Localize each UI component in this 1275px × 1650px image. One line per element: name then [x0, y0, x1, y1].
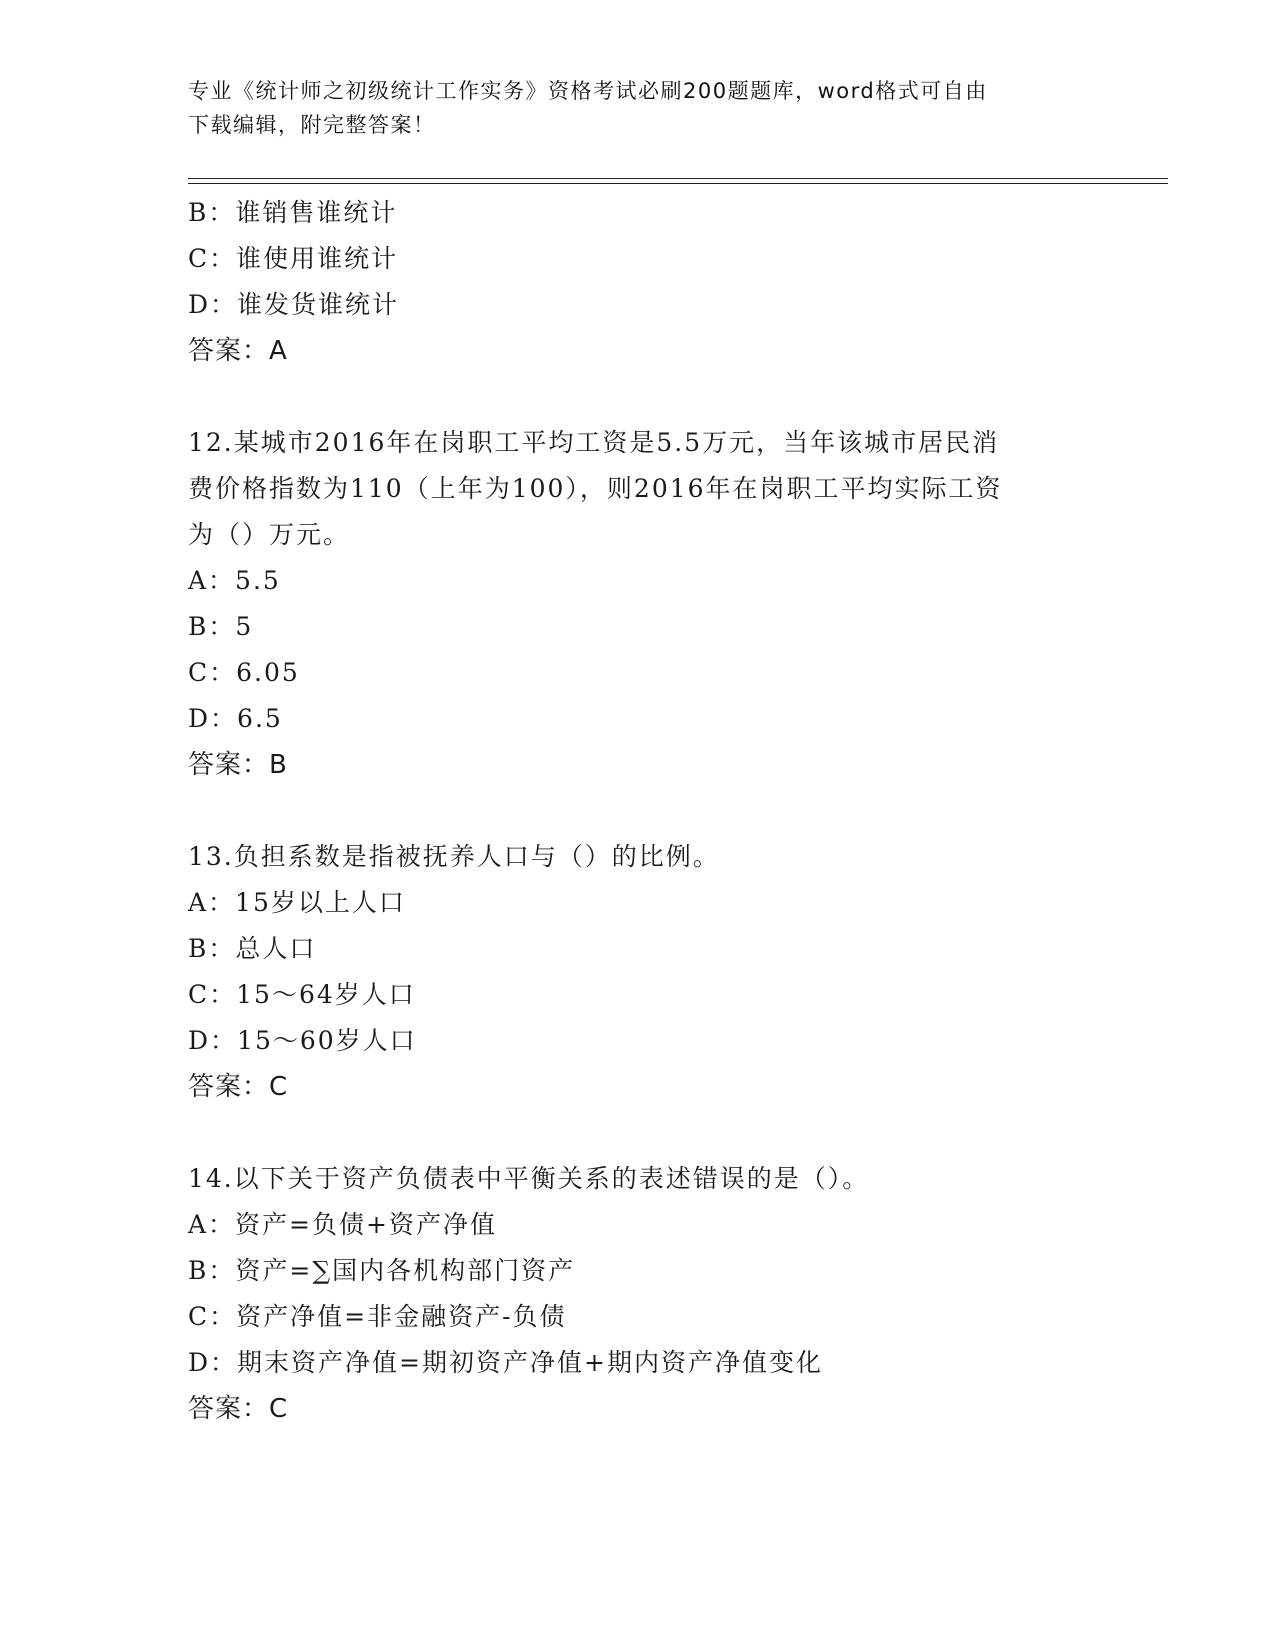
- header-divider-top: [188, 178, 1168, 179]
- question-13: [188, 834, 1088, 1110]
- option-c: C：6.05: [188, 658, 300, 687]
- spacer: [188, 1110, 1088, 1156]
- answer-line: 答案：B: [188, 750, 288, 780]
- option-d: D：期末资产净值=期初资产净值+期内资产净值变化: [188, 1348, 823, 1377]
- option-d: D：15～60岁人口: [188, 1026, 417, 1055]
- question-14: [188, 1156, 1088, 1432]
- option-c: C：谁使用谁统计: [188, 244, 399, 273]
- question-12: [188, 420, 1088, 788]
- answer-line: 答案：C: [188, 1072, 289, 1102]
- question-stem-line: 13.负担系数是指被抚养人口与（）的比例。: [188, 842, 720, 871]
- answer-line: 答案：C: [188, 1394, 289, 1424]
- question-stem-line: 12.某城市2016年在岗职工平均工资是5.5万元，当年该城市居民消: [188, 428, 1000, 457]
- header-line-2: 下载编辑，附完整答案！: [188, 113, 436, 137]
- header-line-1: 专业《统计师之初级统计工作实务》资格考试必刷200题题库，word格式可自由: [188, 79, 988, 103]
- option-b: B：资产=∑国内各机构部门资产: [188, 1256, 576, 1285]
- option-d: D：谁发货谁统计: [188, 290, 400, 319]
- question-content: [188, 190, 1088, 1432]
- option-b: B：5: [188, 612, 254, 641]
- spacer: [188, 374, 1088, 420]
- option-b: B：总人口: [188, 934, 317, 963]
- option-c: C：15～64岁人口: [188, 980, 416, 1009]
- option-a: A：5.5: [188, 566, 281, 595]
- document-header: [188, 74, 1088, 142]
- option-c: C：资产净值=非金融资产-负债: [188, 1302, 567, 1331]
- question-stem-line: 为（）万元。: [188, 520, 351, 549]
- spacer: [188, 788, 1088, 834]
- question-stem-line: 14.以下关于资产负债表中平衡关系的表述错误的是（）。: [188, 1164, 870, 1193]
- answer-line: 答案：A: [188, 336, 288, 366]
- question-stem-line: 费价格指数为110（上年为100），则2016年在岗职工平均实际工资: [188, 474, 1003, 503]
- header-divider-bottom: [188, 183, 1168, 184]
- option-b: B：谁销售谁统计: [188, 198, 398, 227]
- question-11-continued: [188, 190, 1088, 374]
- option-a: A：15岁以上人口: [188, 888, 406, 917]
- option-d: D：6.5: [188, 704, 283, 733]
- option-a: A：资产=负债+资产净值: [188, 1210, 497, 1239]
